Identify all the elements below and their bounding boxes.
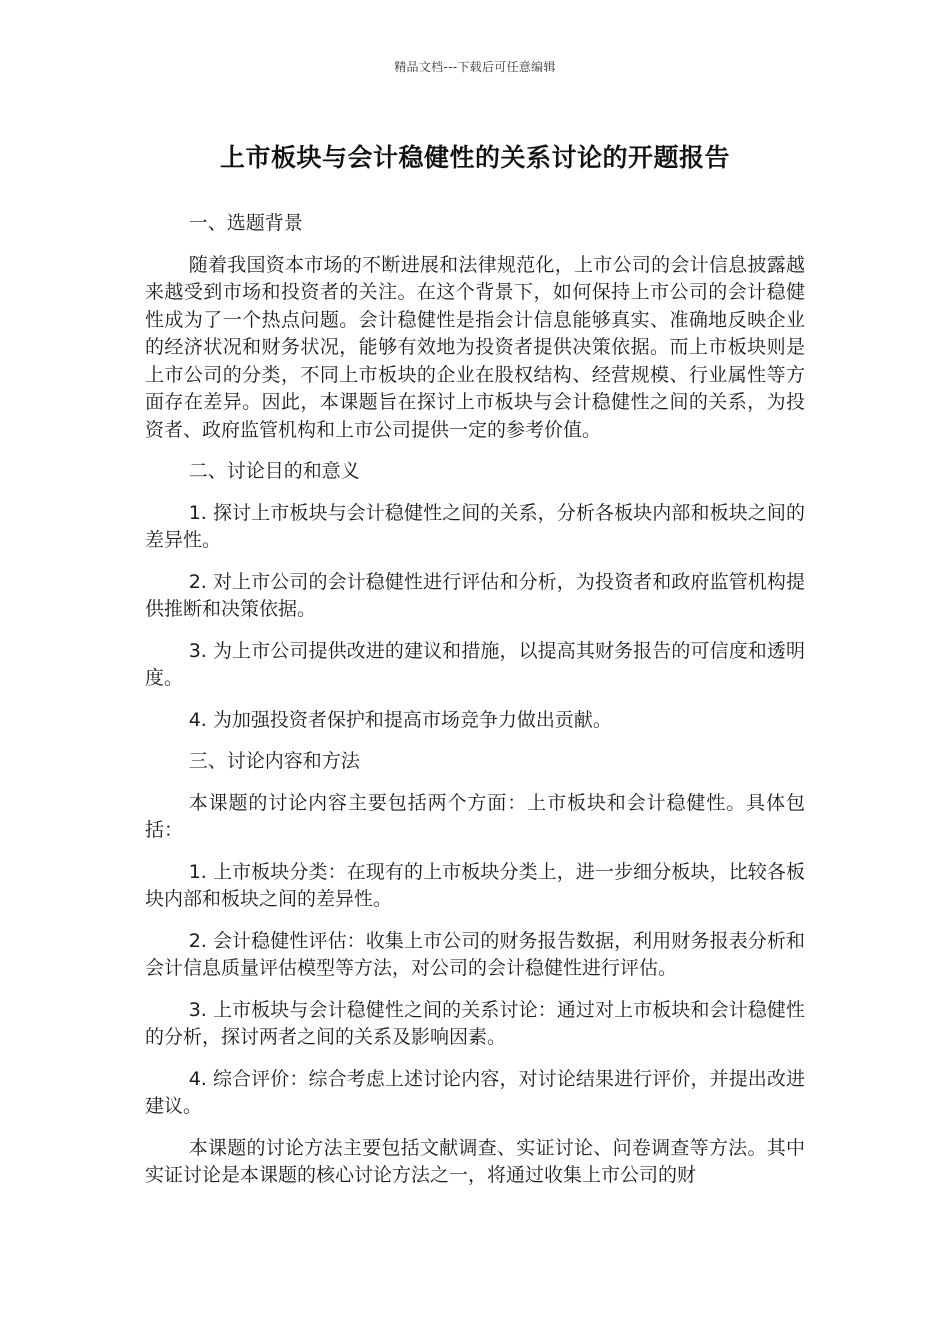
paragraph: 本课题的讨论内容主要包括两个方面：上市板块和会计稳健性。具体包括： (145, 791, 805, 841)
paragraph: 随着我国资本市场的不断进展和法律规范化，上市公司的会计信息披露越来越受到市场和投资者的关注。在这个背景下，如何保持上市公司的会计稳健性成为了一个热点问题。会计稳健性是指会计信息能够真实、准确地反映企业的经济状况和财务状况，能够有效地为投资者提供决策依据。而上市板块则是上市公司的分类，不同上市板块的企业在股权结构、经营规模、行业属性等方面存在差异。因此，本课题旨在探讨上市板块与会计稳健性之间的关系，为投资者、政府监管机构和上市公司提供一定的参考价值。 (145, 253, 805, 441)
document-title: 上市板块与会计稳健性的关系讨论的开题报告 (219, 143, 730, 172)
list-paragraph: 1. 上市板块分类：在现有的上市板块分类上，进一步细分板块，比较各板块内部和板块之间的差异性。 (145, 860, 805, 910)
list-paragraph: 2. 对上市公司的会计稳健性进行评估和分析，为投资者和政府监管机构提供推断和决策依据。 (145, 570, 805, 620)
list-paragraph: 1. 探讨上市板块与会计稳健性之间的关系，分析各板块内部和板块之间的差异性。 (145, 501, 805, 551)
section-heading: 三、讨论内容和方法 (188, 750, 360, 772)
list-paragraph: 2. 会计稳健性评估：收集上市公司的财务报告数据，利用财务报表分析和会计信息质量评估模型等方法，对公司的会计稳健性进行评估。 (145, 929, 805, 979)
paragraph: 本课题的讨论方法主要包括文献调查、实证讨论、问卷调查等方法。其中实证讨论是本课题的核心讨论方法之一，将通过收集上市公司的财 (145, 1136, 805, 1186)
list-paragraph: 4. 综合评价：综合考虑上述讨论内容，对讨论结果进行评价，并提出改进建议。 (145, 1067, 805, 1117)
list-paragraph: 3. 上市板块与会计稳健性之间的关系讨论：通过对上市板块和会计稳健性的分析，探讨两者之间的关系及影响因素。 (145, 998, 805, 1048)
document-body (145, 210, 805, 1204)
list-paragraph: 4. 为加强投资者保护和提高市场竞争力做出贡献。 (188, 708, 612, 731)
list-paragraph: 3. 为上市公司提供改进的建议和措施，以提高其财务报告的可信度和透明度。 (145, 639, 805, 689)
header-note: 精品文档---下载后可任意编辑 (394, 60, 556, 74)
section-heading: 一、选题背景 (188, 212, 303, 234)
section-heading: 二、讨论目的和意义 (188, 460, 360, 482)
